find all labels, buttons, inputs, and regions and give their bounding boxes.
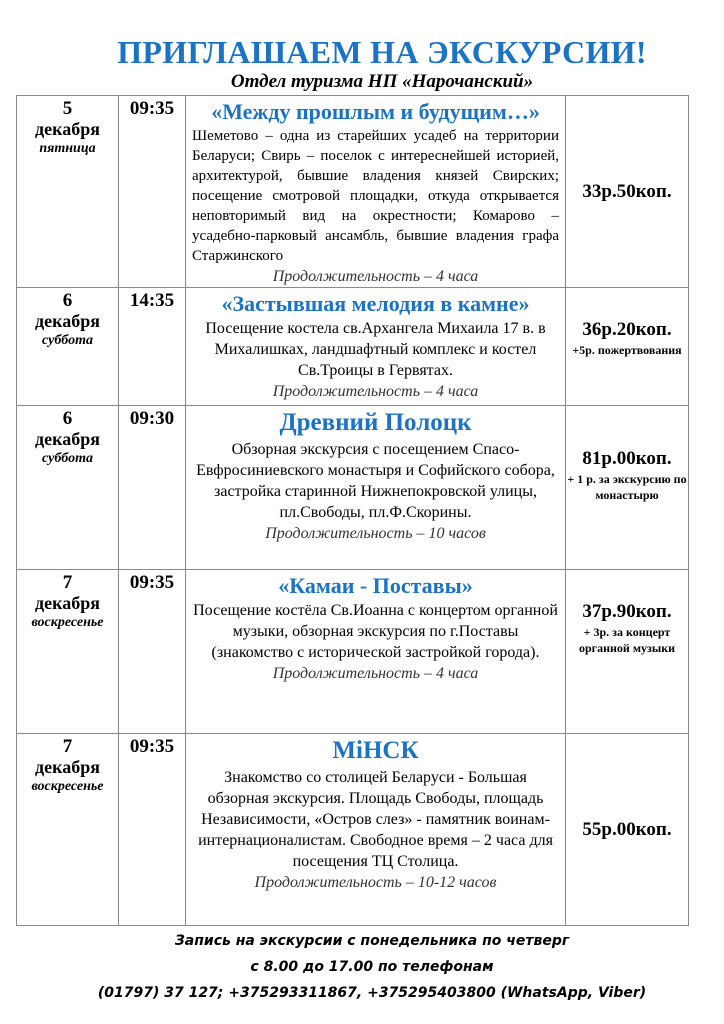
price-cell: [566, 570, 689, 734]
tour-price: 55р.00коп.: [582, 818, 672, 840]
price-cell: [566, 406, 689, 570]
tour-price: 37р.90коп.: [582, 601, 672, 622]
tour-price-note: + 1 р. за экскурсию по монастырю: [567, 472, 687, 502]
tour-duration: Продолжительность – 4 часа: [272, 383, 479, 400]
tour-duration: Продолжительность – 10-12 часов: [254, 874, 497, 891]
price-cell: [566, 288, 689, 406]
price-cell: [566, 96, 689, 288]
tours-table: [16, 95, 689, 926]
tour-day: 7: [62, 736, 73, 757]
tour-price: 36р.20коп.: [582, 319, 672, 340]
tour-day: 6: [62, 408, 73, 429]
tour-description-cell: [186, 570, 566, 734]
date-cell: [17, 406, 119, 570]
tour-weekday: воскресенье: [31, 779, 104, 794]
tour-month: декабря: [35, 119, 100, 139]
page-subtitle: Отдел туризма НП «Нарочанский»: [230, 71, 534, 92]
table-row: [17, 570, 689, 734]
footer-line-hours: с 8.00 до 17.00 по телефонам: [250, 959, 494, 975]
tour-description: Посещение костёла Св.Иоанна с концертом органной музыки, обзорная экскурсия по г.Поставы (знакомство с исторической застройкой города).: [193, 602, 558, 661]
tour-description: Обзорная экскурсия с посещением Спасо-Евфросиниевского монастыря и Софийского собора, застройка старинной Нижнепокровской улицы, пл.Свободы, пл.Ф.Скорины.: [196, 441, 555, 521]
tour-description: Посещение костела св.Архангела Михаила 17 в. в Михалишках, ландшафтный комплекс и костел Св.Троицы в Гервятах.: [205, 320, 546, 379]
footer-phones: (01797) 37 127; +375293311867, +375295403800 (WhatsApp, Viber): [97, 985, 647, 1001]
tour-title: «Между прошлым и будущим…»: [211, 99, 540, 124]
tour-month: декабря: [35, 429, 100, 449]
date-cell: [17, 570, 119, 734]
tour-description-cell: [186, 406, 566, 570]
tour-description-cell: [186, 288, 566, 406]
tour-time: 14:35: [119, 288, 186, 406]
table-row: [17, 96, 689, 288]
tour-weekday: суббота: [41, 333, 93, 348]
tour-day: 6: [62, 290, 73, 311]
footer-line-schedule: Запись на экскурсии с понедельника по четверг: [174, 933, 570, 949]
date-cell: [17, 288, 119, 406]
tour-weekday: воскресенье: [31, 615, 104, 630]
tour-duration: Продолжительность – 4 часа: [272, 268, 479, 285]
table-row: [17, 288, 689, 406]
tour-title: «Застывшая мелодия в камне»: [221, 291, 530, 316]
tour-title: «Камаи - Поставы»: [278, 573, 473, 598]
tour-time: 09:30: [119, 406, 186, 570]
tour-price-note: + 3р. за концерт органной музыки: [578, 625, 676, 655]
tour-day: 5: [62, 98, 73, 119]
tour-title: МіНСК: [332, 737, 419, 764]
footer-contacts: [0, 928, 724, 1006]
tour-month: декабря: [35, 593, 100, 613]
tour-description-cell: [186, 734, 566, 926]
tour-month: декабря: [35, 757, 100, 777]
tour-duration: Продолжительность – 4 часа: [272, 665, 479, 682]
tour-duration: Продолжительность – 10 часов: [265, 525, 486, 542]
tour-description: Знакомство со столицей Беларуси - Большая обзорная экскурсия. Площадь Свободы, площадь Независимости, «Остров слез» - памятник воинам-интернационалистам. Свободное время – 2 часа для посещения ТЦ Столица.: [198, 769, 553, 870]
tour-time: 09:35: [119, 734, 186, 926]
tour-weekday: пятница: [39, 141, 96, 156]
table-row: [17, 406, 689, 570]
tour-price-note: +5р. пожертвования: [572, 343, 682, 357]
tour-month: декабря: [35, 311, 100, 331]
tour-price: 33р.50коп.: [582, 180, 672, 202]
tour-day: 7: [62, 572, 73, 593]
date-cell: [17, 734, 119, 926]
tour-time: 09:35: [119, 96, 186, 288]
tour-description: Шеметово – одна из старейших усадеб на территории Беларуси; Свирь – поселок с интереснейшей историей, архитектурой, бывшие владения князей Свирских; посещение смотровой площадки, откуда открывается неповторимый вид на окрестности; Комарово – усадебно-парковый ансамбль, бывшие владения графа Старжинского: [192, 128, 559, 264]
tour-weekday: суббота: [41, 451, 93, 466]
date-cell: [17, 96, 119, 288]
tour-price: 81р.00коп.: [582, 448, 672, 469]
tour-description-cell: [186, 96, 566, 288]
tour-title: Древний Полоцк: [279, 409, 472, 436]
page-title: ПРИГЛАШАЕМ НА ЭКСКУРСИИ!: [117, 34, 647, 70]
price-cell: [566, 734, 689, 926]
table-row: [17, 734, 689, 926]
tour-time: 09:35: [119, 570, 186, 734]
